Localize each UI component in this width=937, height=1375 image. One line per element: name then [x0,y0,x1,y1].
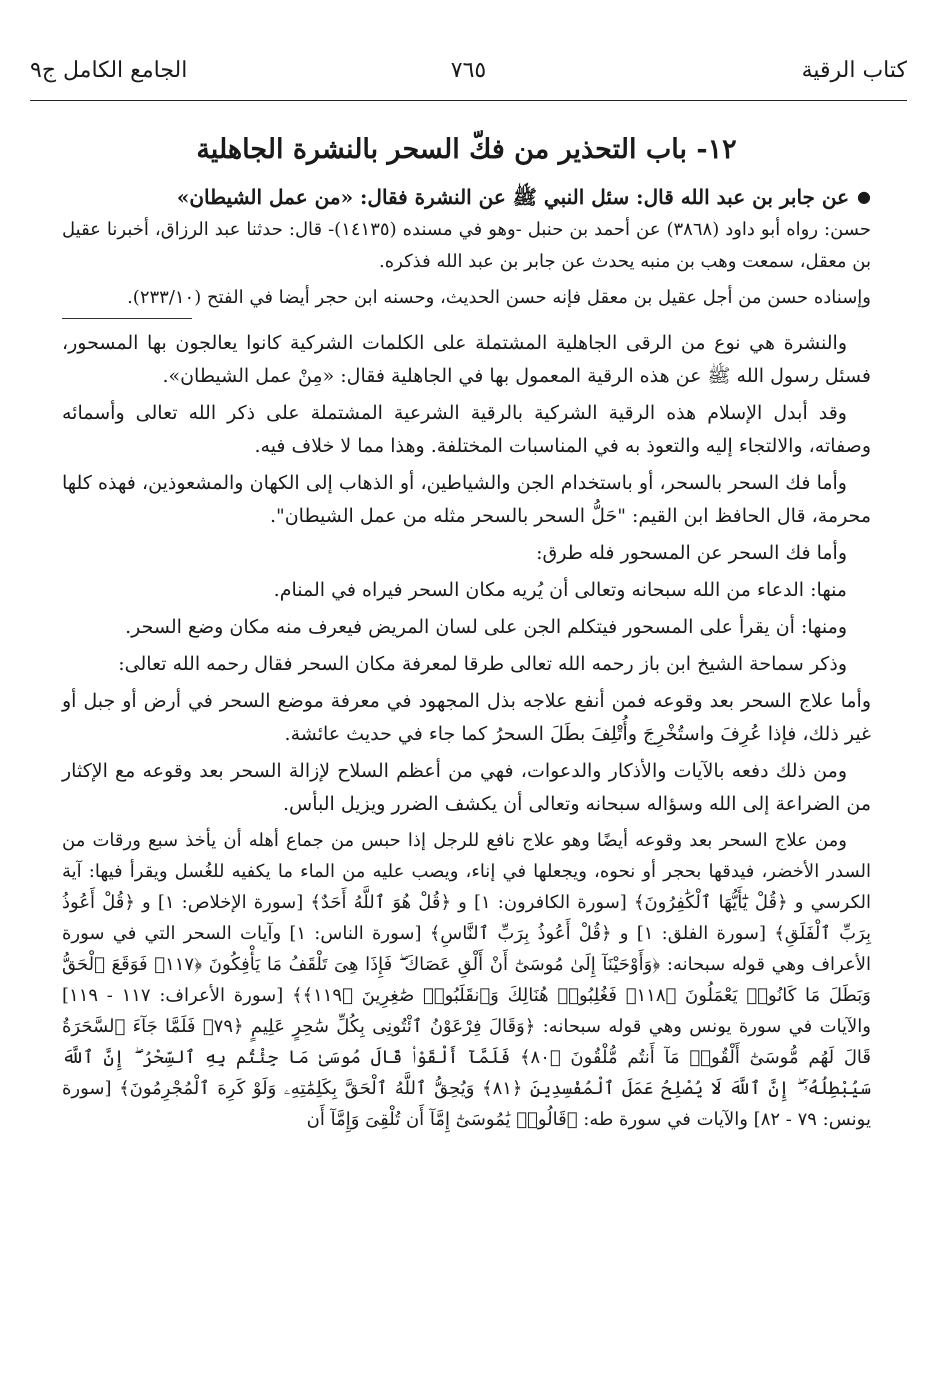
commentary-paragraph: وذكر سماحة الشيخ ابن باز رحمه الله تعالى طرقا لمعرفة مكان السحر فقال رحمه الله تعالى: [118,653,847,675]
hadith-text [62,180,871,214]
commentary-paragraph: وقد أبدل الإسلام هذه الرقية الشركية بالرقية الشرعية المشتملة على ذكر الله تعالى وأسمائه وصفاته، والالتجاء إليه والتعوذ به في المناسبات المختلفة. وهذا مما لا خلاف فيه. [62,402,871,457]
running-header [30,58,907,98]
commentary-paragraph: منها: الدعاء من الله سبحانه وتعالى أن يُريه مكان السحر فيراه في المنام. [273,579,847,601]
bullet-icon: ● [857,187,871,206]
takhrij-paragraph: حسن: رواه أبو داود (٣٨٦٨) عن أحمد بن حنبل -وهو في مسنده (١٤١٣٥)- قال: حدثنا عبد الرزاق، أخبرنا عقيل بن معقل، سمعت وهب بن منبه يحدث عن جابر بن عبد الله فذكره. [62,219,871,272]
page-body [62,128,871,1135]
volume-title: الجامع الكامل ج٩ [30,58,188,83]
header-divider [30,100,907,101]
commentary-paragraph: ومن علاج السحر بعد وقوعه أيضًا وهو علاج نافع للرجل إذا حبس من جماع أهله أن يأخذ سبع ورقات من السدر الأخضر، فيدقها بحجر أو نحوه، ويجعلها في إناء، ويصب عليه من الماء ما يكفيه للغُسل ويقرأ فيها: آية الكرسي و ﴿قُلْ يَٰٓأَيُّهَا ٱلْكَٰفِرُونَ﴾ [سورة الكافرون: ١] و ﴿قُلْ هُوَ ٱللَّهُ أَحَدٌ﴾ [سورة الإخلاص: ١] و ﴿قُلْ أَعُوذُ بِرَبِّ ٱلْفَلَقِ﴾ [سورة الفلق: ١] و ﴿قُلْ أَعُوذُ بِرَبِّ ٱلنَّاسِ﴾ [سورة الناس: ١] وآيات السحر التي في سورة الأعراف وهي قوله سبحانه: ﴿وَأَوْحَيْنَآ إِلَىٰ مُوسَىٰٓ أَنْ أَلْقِ عَصَاكَ ۖ فَإِذَا هِىَ تَلْقَفُ مَا يَأْفِكُونَ ﴿١١٧﴾ فَوَقَعَ ٱلْحَقُّ وَبَطَلَ مَا كَانُوا۟ يَعْمَلُونَ ﴿١١٨﴾ فَغُلِبُوا۟ هُنَالِكَ وَٱنقَلَبُوا۟ صَٰغِرِينَ ﴿١١٩﴾﴾ [سورة الأعراف: ١١٧ - ١١٩] والآيات في سورة يونس وهي قوله سبحانه: ﴿وَقَالَ فِرْعَوْنُ ٱئْتُونِى بِكُلِّ سَٰحِرٍ عَلِيمٍ ﴿٧٩﴾ فَلَمَّا جَآءَ ٱلسَّحَرَةُ قَالَ لَهُم مُّوسَىٰٓ أَلْقُوا۟ مَآ أَنتُم مُّلْقُونَ ﴿٨٠﴾ فَلَمَّآ أَلْقَوْا۟ قَالَ مُوسَىٰ مَا جِئْتُم بِهِ ٱلسِّحْرُ ۖ إِنَّ ٱللَّهَ سَيُبْطِلُهُۥٓ ۖ إِنَّ ٱللَّهَ لَا يُصْلِحُ عَمَلَ ٱلْمُفْسِدِينَ ﴿٨١﴾ وَيُحِقُّ ٱللَّهُ ٱلْحَقَّ بِكَلِمَٰتِهِۦ وَلَوْ كَرِهَ ٱلْمُجْرِمُونَ﴾ [سورة يونس: ٧٩ - ٨٢] والآيات في سورة طه: ﴿قَالُوا۟ يَٰمُوسَىٰٓ إِمَّآ أَن تُلْقِىَ وَإِمَّآ أَن [62,830,872,1130]
commentary-paragraph: ومن ذلك دفعه بالآيات والأذكار والدعوات، فهي من أعظم السلاح لإزالة السحر بعد وقوعه مع الإكثار من الضراعة إلى الله وسؤاله سبحانه وتعالى أن يكشف الضرر ويزيل البأس. [62,760,871,815]
book-title: كتاب الرقية [801,58,907,83]
commentary-paragraph: وأما فك السحر بالسحر، أو باستخدام الجن والشياطين، أو الذهاب إلى الكهان والمشعوذين، فهذه كلها محرمة، قال الحافظ ابن القيم: "حَلُّ السحر بالسحر مثله من عمل الشيطان". [62,472,871,527]
hadith-text-content: عن جابر بن عبد الله قال: سئل النبي ﷺ عن النشرة فقال: «من عمل الشيطان» [176,185,850,209]
commentary-paragraph: والنشرة هي نوع من الرقى الجاهلية المشتملة على الكلمات الشركية كانوا يعالجون بها المسحور، فسئل رسول الله ﷺ عن هذه الرقية المعمول بها في الجاهلية فقال: «مِنْ عمل الشيطان». [62,332,871,387]
commentary-paragraph: وأما علاج السحر بعد وقوعه فمن أنفع علاجه بذل المجهود في معرفة موضع السحر في أرض أو جبل أو غير ذلك، فإذا عُرِفَ واستُخْرِجَ وأُتْلِفَ بطَلَ السحرُ كما جاء في حديث عائشة. [62,690,871,745]
commentary-paragraph: ومنها: أن يقرأ على المسحور فيتكلم الجن على لسان المريض فيعرف منه مكان وضع السحر. [125,616,847,638]
commentary-paragraph: وأما فك السحر عن المسحور فله طرق: [536,542,847,564]
section-divider [62,318,192,319]
chapter-title: ١٢- باب التحذير من فكّ السحر بالنشرة الجاهلية [196,134,737,165]
page-number: ٧٦٥ [450,58,487,83]
takhrij-paragraph: وإسناده حسن من أجل عقيل بن معقل فإنه حسن الحديث، وحسنه ابن حجر أيضا في الفتح (٢٣٣/١٠). [127,287,871,308]
